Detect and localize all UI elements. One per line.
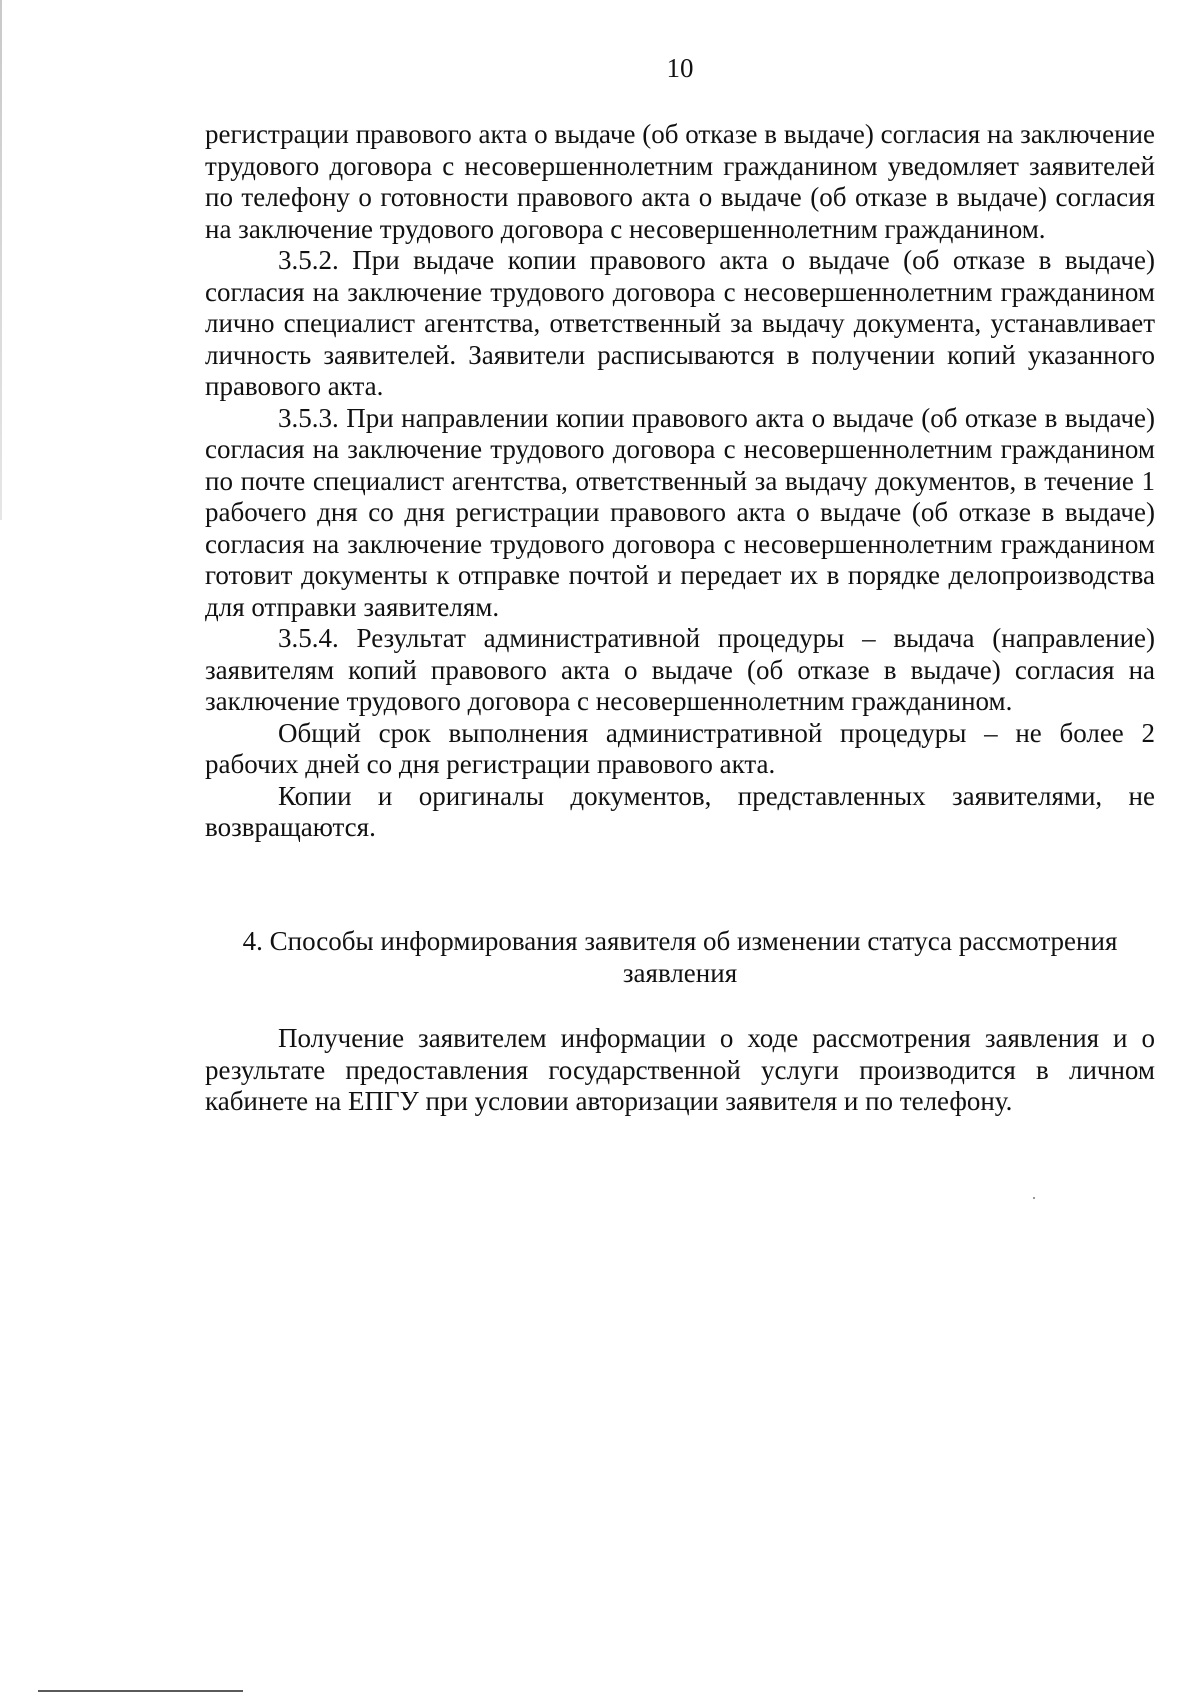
- paragraph-3-5-3: 3.5.3. При направлении копии правового акта о выдаче (об отказе в выдаче) согласия на заключение трудового договора с несовершеннолетним гражданином по почте специалист агентства, ответственный за выдачу документов, в течение 1 рабочего дня со дня регистрации правового акта о выдаче (об отказе в выдаче) согласия на заключение трудового договора с несовершеннолетним гражданином готовит документы к отправке почтой и передает их в порядке делопроизводства для отправки заявителям.: [205, 402, 1155, 622]
- document-body: [205, 119, 1155, 844]
- paragraph-3-5-4: 3.5.4. Результат административной процедуры – выдача (направление) заявителям копий правового акта о выдаче (об отказе в выдаче) согласия на заключение трудового договора с несовершеннолетним гражданином.: [205, 623, 1155, 716]
- paragraph-general-term: Общий срок выполнения административной процедуры – не более 2 рабочих дней со дня регистрации правового акта.: [205, 717, 1155, 779]
- scan-speck: [1033, 1197, 1035, 1199]
- paragraph-continuation: регистрации правового акта о выдаче (об отказе в выдаче) согласия на заключение трудового договора с несовершеннолетним гражданином уведомляет заявителей по телефону о готовности правового акта о выдаче (об отказе в выдаче) согласия на заключение трудового договора с несовершеннолетним гражданином.: [205, 119, 1155, 244]
- page-number: 10: [666, 53, 694, 83]
- paragraph-copies-originals: Копии и оригиналы документов, представленных заявителями, не возвращаются.: [205, 780, 1155, 842]
- paragraph-3-5-2: 3.5.2. При выдаче копии правового акта о выдаче (об отказе в выдаче) согласия на заключение трудового договора с несовершеннолетним гражданином лично специалист агентства, ответственный за выдачу документа, устанавливает личность заявителей. Заявители расписываются в получении копий указанного правового акта.: [205, 245, 1155, 401]
- paragraph-information-methods: Получение заявителем информации о ходе рассмотрения заявления и о результате предоставления государственной услуги производится в личном кабинете на ЕПГУ при условии авторизации заявителя и по телефону.: [205, 1023, 1155, 1116]
- section-heading: 4. Способы информирования заявителя об изменении статуса рассмотрения заявления: [242, 926, 1118, 988]
- bottom-scan-line: [38, 1690, 243, 1692]
